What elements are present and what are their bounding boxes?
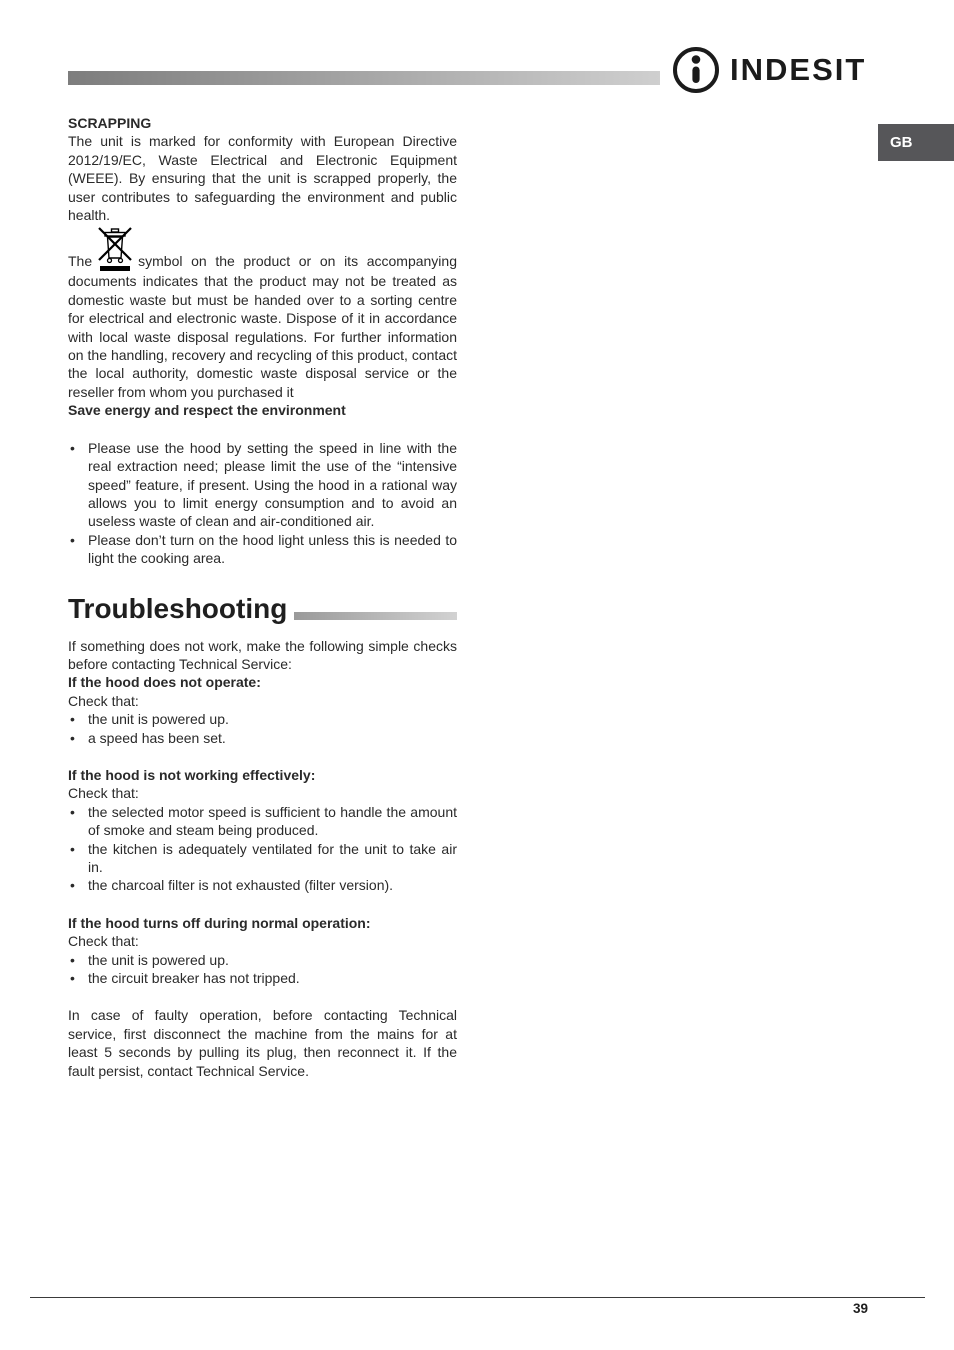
bullet-marker: •: [70, 711, 75, 728]
bullet-marker: •: [70, 803, 75, 820]
list-item: [68, 729, 457, 747]
check-list: [68, 803, 457, 895]
section-heading: If the hood does not operate:: [68, 674, 261, 691]
header-rule-bar: [68, 71, 660, 85]
weee-paragraph: [68, 224, 457, 401]
list-item: [68, 840, 457, 877]
list-item: [68, 439, 457, 531]
list-item: [68, 951, 457, 969]
list-item-text: the selected motor speed is sufficient to handle the amount of smoke and steam being produced.: [88, 803, 457, 839]
language-tab-label: GB: [890, 134, 913, 151]
bullet-marker: •: [70, 729, 75, 746]
page-number: 39: [852, 1301, 868, 1316]
list-item: [68, 710, 457, 728]
main-text-column: [68, 114, 457, 1080]
brand-name: INDESIT: [730, 52, 867, 87]
bullet-marker: •: [70, 877, 75, 894]
list-item-text: Please use the hood by setting the speed in line with the real extraction need; please limit the use of the “intensive speed” feature, if present. Using the hood in a rational way allows you to limit energy consumption and to avoid an useless waste of clean and air-conditioned air.: [88, 439, 457, 530]
check-list: [68, 710, 457, 747]
list-item-text: a speed has been set.: [88, 729, 226, 746]
list-item-text: the unit is powered up.: [88, 951, 229, 968]
save-energy-heading: Save energy and respect the environment: [68, 402, 346, 419]
indesit-logo: [672, 46, 866, 94]
section-heading: If the hood turns off during normal operation:: [68, 914, 371, 931]
save-energy-list: [68, 439, 457, 568]
list-item: [68, 531, 457, 568]
check-that-label: Check that:: [68, 933, 139, 950]
indesit-logo-icon: [672, 46, 720, 94]
bullet-marker: •: [70, 439, 75, 456]
list-item: [68, 876, 457, 894]
list-item-text: the kitchen is adequately ventilated for the unit to take air in.: [88, 840, 457, 875]
list-item: [68, 969, 457, 987]
section-heading: If the hood is not working effectively:: [68, 766, 316, 783]
check-that-label: Check that:: [68, 785, 139, 802]
scrapping-paragraph: The unit is marked for conformity with European Directive 2012/19/EC, Waste Electrical and Electronic Equipment (WEEE). By ensuring that the unit is scrapped properly, the user contributes to safeguarding the environment and public health.: [68, 133, 457, 224]
weee-crossed-bin-icon: [97, 224, 133, 272]
troubleshooting-heading-row: [68, 594, 457, 624]
list-item-text: Please don’t turn on the hood light unless this is needed to light the cooking area.: [88, 531, 457, 567]
weee-text-pre: The: [68, 253, 93, 270]
heading-rule-bar: [294, 612, 457, 620]
footer-rule: [30, 1297, 925, 1298]
list-item-text: the circuit breaker has not tripped.: [88, 970, 300, 987]
bullet-marker: •: [70, 970, 75, 987]
troubleshooting-intro: If something does not work, make the following simple checks before contacting Technical Service:: [68, 637, 457, 672]
troubleshooting-heading: Troubleshooting: [68, 592, 288, 624]
weee-text-post: symbol on the product or on its accompanying documents indicates that the product may not be treated as domestic waste but must be handed over to a sorting centre for electrical and electronic waste. Dispose of it in accordance with local waste disposal regulations. For further information on the handling, recovery and recycling of this product, contact the local authority, domestic waste disposal service or the reseller from whom you purchased it: [68, 253, 457, 400]
scrapping-heading: SCRAPPING: [68, 115, 152, 131]
bullet-marker: •: [70, 531, 75, 548]
troubleshooting-outro: In case of faulty operation, before contacting Technical service, first disconnect the machine from the mains for at least 5 seconds by pulling its plug, then reconnect it. If the fault persist, contact Technical Service.: [68, 1007, 457, 1079]
list-item-text: the unit is powered up.: [88, 711, 229, 728]
list-item: [68, 803, 457, 840]
check-list: [68, 951, 457, 988]
list-item-text: the charcoal filter is not exhausted (filter version).: [88, 877, 394, 894]
check-that-label: Check that:: [68, 692, 139, 709]
language-tab: [878, 124, 954, 161]
bullet-marker: •: [70, 840, 75, 857]
bullet-marker: •: [70, 951, 75, 968]
